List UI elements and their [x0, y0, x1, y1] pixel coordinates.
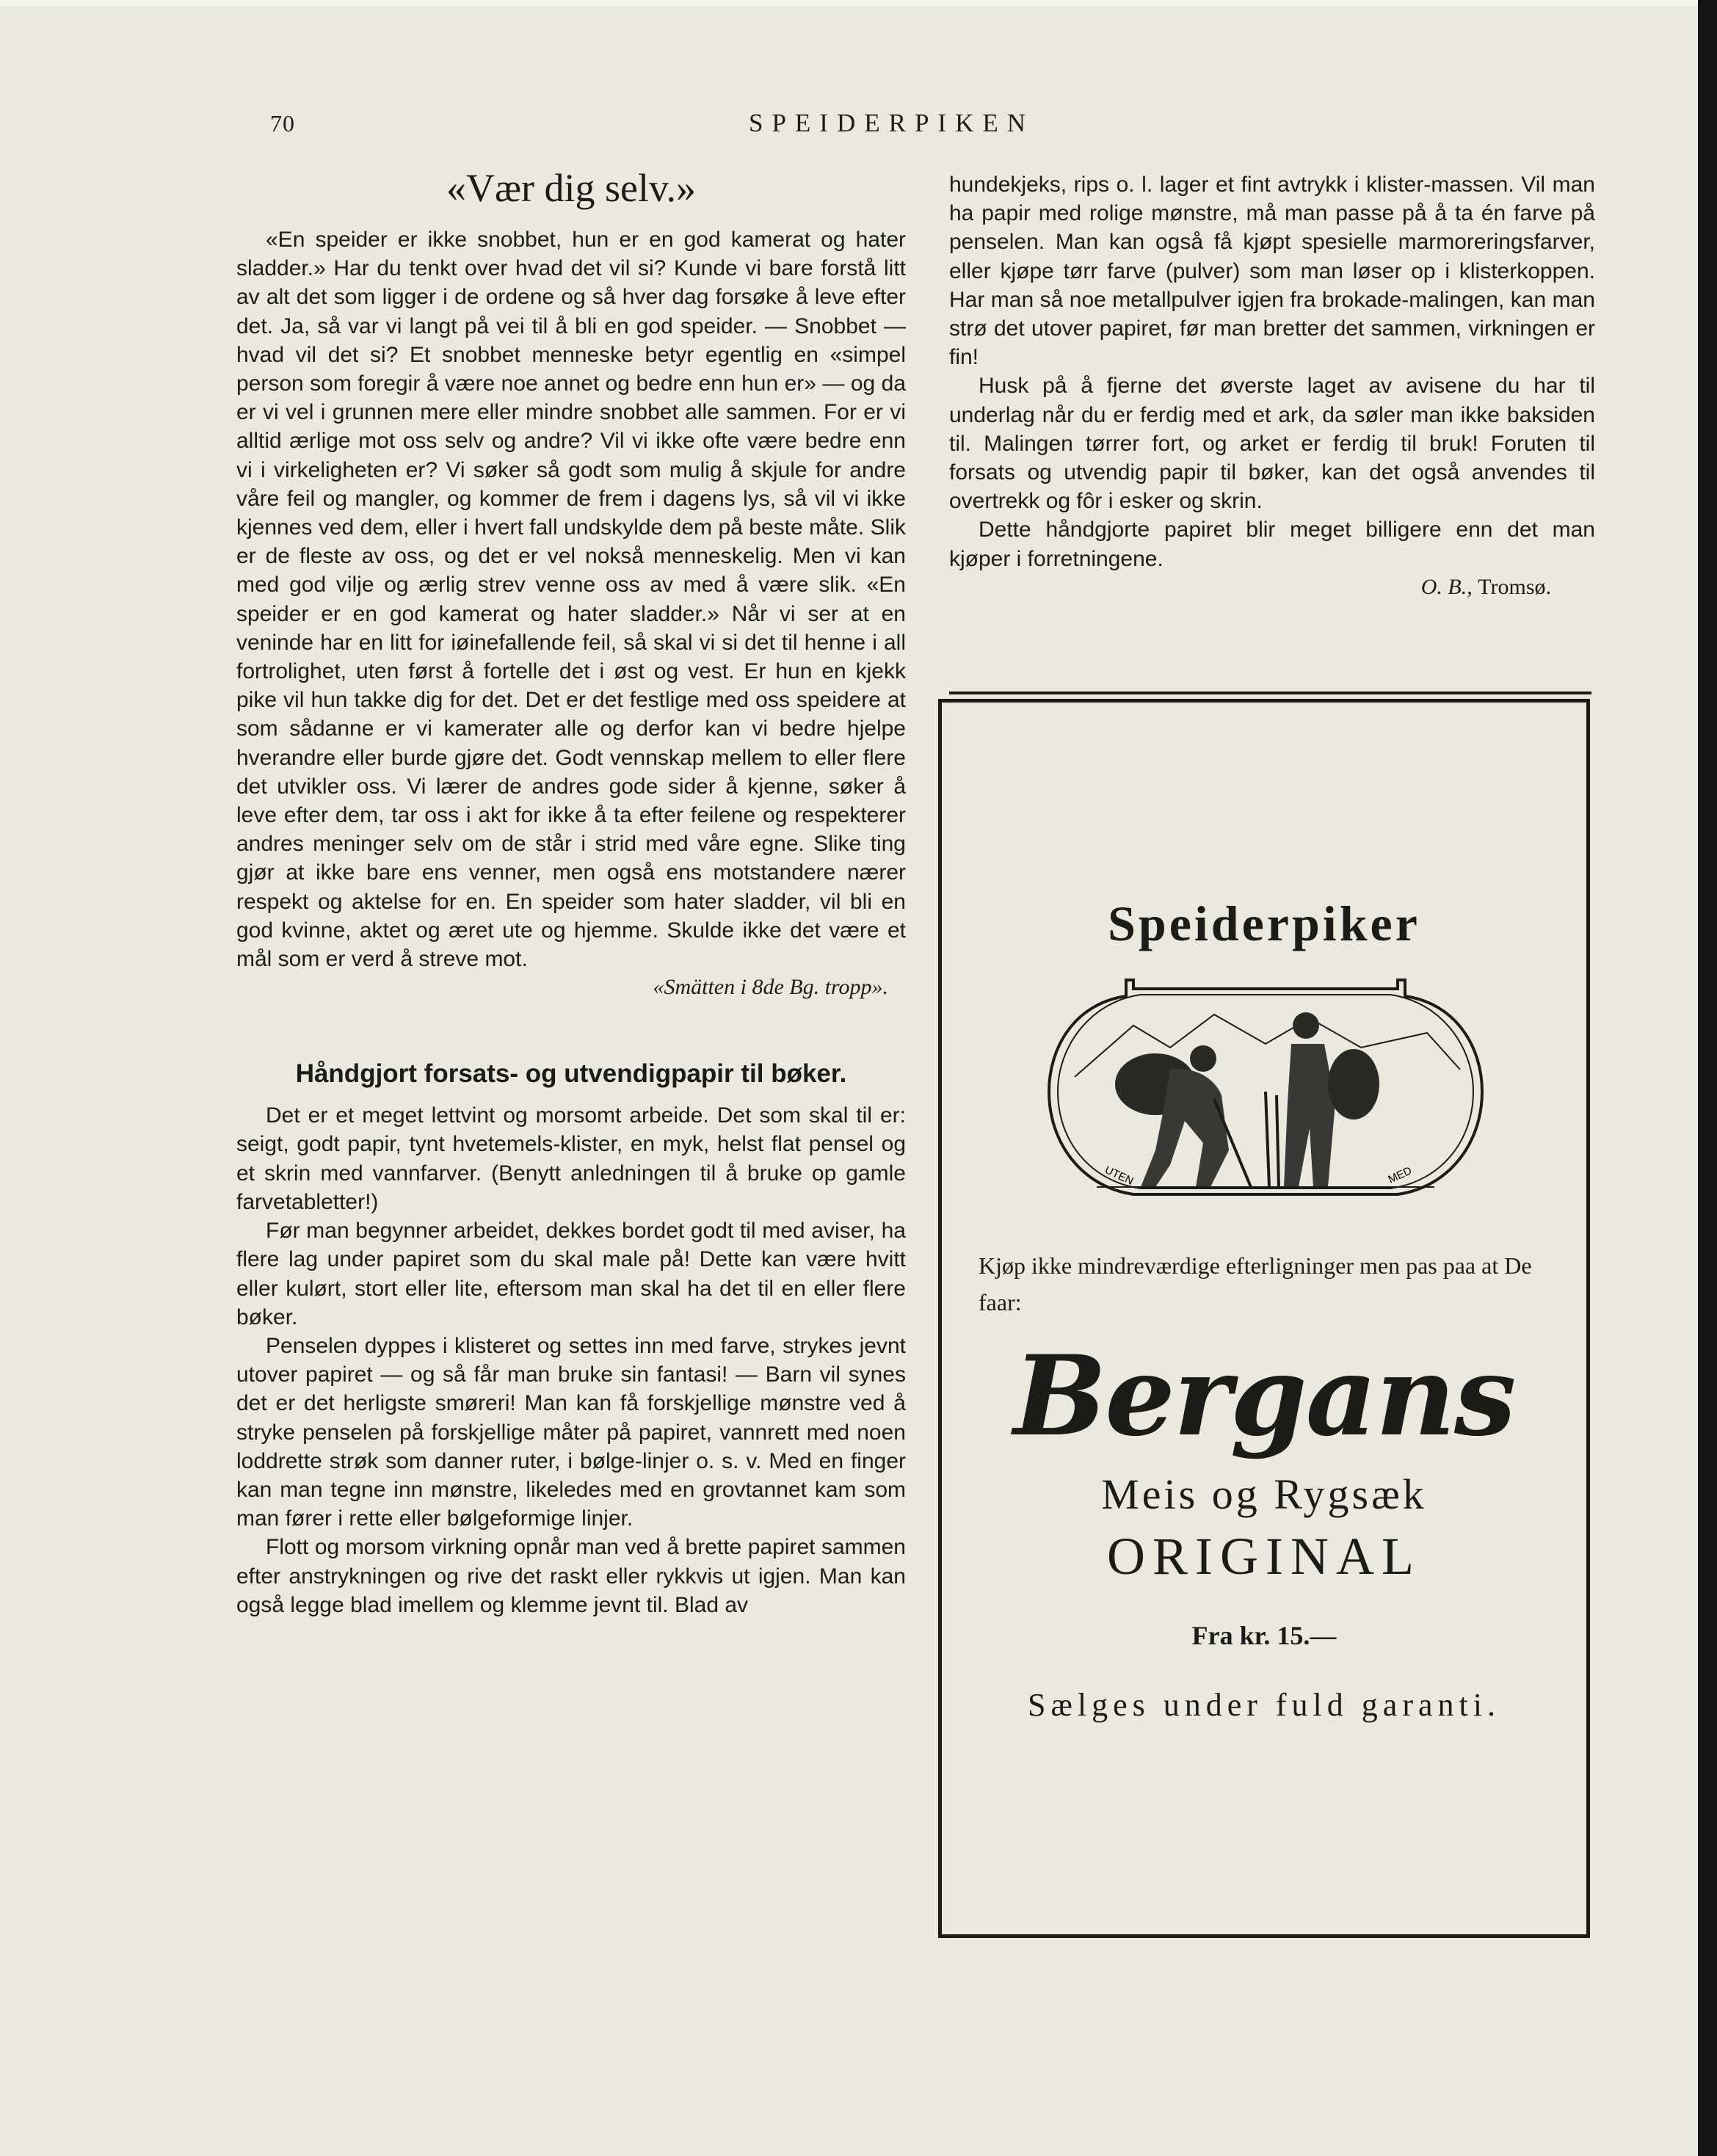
- label-med: MED: [1386, 1164, 1414, 1186]
- page-number: 70: [270, 110, 295, 137]
- ad-original-label: ORIGINAL: [1107, 1527, 1421, 1586]
- scout-left-figure: [1115, 1045, 1251, 1187]
- left-column: [236, 165, 906, 1619]
- ad-heading: Speiderpiker: [1108, 896, 1420, 951]
- article-title-handgjort-papir: Håndgjort forsats- og utvendigpapir til bøker.: [295, 1059, 847, 1089]
- ad-warning-text: Kjøp ikke mindreværdige efterligninger men pas paa at De faar:: [979, 1252, 1532, 1315]
- article-paragraph: Husk på å fjerne det øverste laget av avisene du har til underlag når du er ferdig med et ark, da søler man ikke baksiden til. Malingen tørrer fort, og arket er ferdig til bruk! Foruten til forsats og utvendig papir til bøker, kan det også anvendes til overtrekk og fôr i esker og skrin.: [949, 374, 1595, 514]
- article-title-vaer-dig-selv: «Vær dig selv.»: [446, 166, 696, 210]
- page-right-edge: [1698, 0, 1717, 2156]
- article-paragraph: hundekjeks, rips o. l. lager et fint avtrykk i klister-massen. Vil man ha papir med rolige mønstre, må man passe på å ta én farve på penselen. Man kan også få kjøpt spesielle marmoreringsfarver, eller kjøpe tørr farve (pulver) som man løser op i klisterkoppen. Har man så noe metallpulver igjen fra brokade-malingen, kan man strø det utover papiret, før man bretter det sammen, virkningen er fin!: [949, 173, 1595, 370]
- article-signature: [949, 575, 1551, 600]
- bergans-advertisement: [938, 699, 1590, 1938]
- ad-product-name: Meis og Rygsæk: [1101, 1470, 1427, 1518]
- illustration-frame: [1049, 980, 1482, 1194]
- label-uten: UTEN: [1103, 1164, 1136, 1188]
- ad-brand-bergans: Bergans: [1013, 1332, 1515, 1461]
- scout-right-figure: [1266, 1012, 1379, 1187]
- ad-price: Fra kr. 15.—: [1191, 1621, 1337, 1650]
- article-paragraph: «En speider er ikke snobbet, hun er en god kamerat og hater sladder.» Har du tenkt over hvad det vil si? Kunde vi bare forstå litt av alt det som ligger i de ordene og så hver dag forsøke å leve efter det. Ja, så var vi langt på vei til å bli en god speider. — Snobbet — hvad vil det si? Et snobbet menneske betyr egentlig en «simpel person som foregir å være noe annet og bedre enn hun er» — og da er vi vel i grunnen mere eller mindre snobbet alle sammen. For er vi alltid ærlige mot oss selv og andre? Vil vi ikke ofte være bedre enn vi i virkeligheten er? Vi søker så godt som mulig å skjule for andre våre feil og mangler, og kommer de frem i dagens lys, så vil vi ikke kjennes ved dem, eller i hvert fall undskylde dem på beste måte. Slik er de fleste av oss, og det er vel nokså menneskelig. Men vi kan med god vilje og ærlig strev venne oss av med å være slik. «En speider er en god kamerat og hater sladder.» Når vi ser at en veninde har en litt for iøinefallende feil, så skal vi si det til henne i all fortrolighet, uten først å fortelle det i øst og vest. Er hun en kjekk pike vil hun takke dig for det. Det er det festlige med oss speidere at som sådanne er vi kamerater alle og derfor kan vi bedre hjelpe hverandre eller burde gjøre det. Godt vennskap mellem to eller flere det utvikler oss. Vi lærer de andres gode sider å kjenne, søker å leve efter dem, tar oss i akt for ikke å ta efter feilene og respekterer andres meninger selv om de står i strid med våre egne. Slike ting gjør at ikke bare ens venner, men også ens motstandere nærer respekt og aktelse for en. En speider som hater sladder, vil bli en god kvinne, aktet og æret ute og hjemme. Skulde ikke det være et mål som er verd å streve mot.: [236, 228, 906, 972]
- article-paragraph: Det er et meget lettvint og morsomt arbeide. Det som skal til er: seigt, godt papir, tynt hvetemels-klister, en myk, helst flat pensel og et skrin med vannfarver. (Benytt anledningen til å bruke op gamle farvetabletter!): [236, 1103, 906, 1214]
- signature-place: Tromsø.: [1478, 574, 1551, 599]
- scouts-illustration: [1045, 974, 1486, 1202]
- ad-guarantee: Sælges under fuld garanti.: [1028, 1687, 1500, 1723]
- signature-initials: O. B.,: [1420, 574, 1473, 599]
- right-column: [949, 170, 1595, 600]
- article-paragraph: Flott og morsom virkning opnår man ved å brette papiret sammen efter anstrykningen og rive det raskt eller rykkvis ut igjen. Man kan også legge blad imellem og klemme jevnt til. Blad av: [236, 1535, 906, 1617]
- article-paragraph: Penselen dyppes i klisteret og settes inn med farve, strykes jevnt utover papiret — og så får man bruke sin fantasi! — Barn vil synes det er det herligste smøreri! Man kan få forskjellige mønstre ved å stryke penselen på forskjellige måter på papiret, vannrett med noen loddrette strøk som danner ruter, i bølge-linjer o. s. v. Med en finger kan man tegne inn mønstre, likeledes med en grovtannet kam som man fører i rette eller bølgeformige linjer.: [236, 1333, 906, 1531]
- ad-top-rule: [949, 692, 1591, 694]
- article-paragraph: Før man begynner arbeidet, dekkes bordet godt til med aviser, ha flere lag under papiret som du skal male på! Dette kan være hvitt eller kulørt, stort eller lite, eftersom man skal ha det til en eller flere bøker.: [236, 1219, 906, 1329]
- article-signature: «Smätten i 8de Bg. tropp».: [653, 975, 888, 1000]
- article-paragraph: Dette håndgjorte papiret blir meget billigere enn det man kjøper i forretningene.: [949, 518, 1595, 571]
- page-top-edge: [0, 0, 1717, 6]
- running-title: SPEIDERPIKEN: [749, 109, 1035, 137]
